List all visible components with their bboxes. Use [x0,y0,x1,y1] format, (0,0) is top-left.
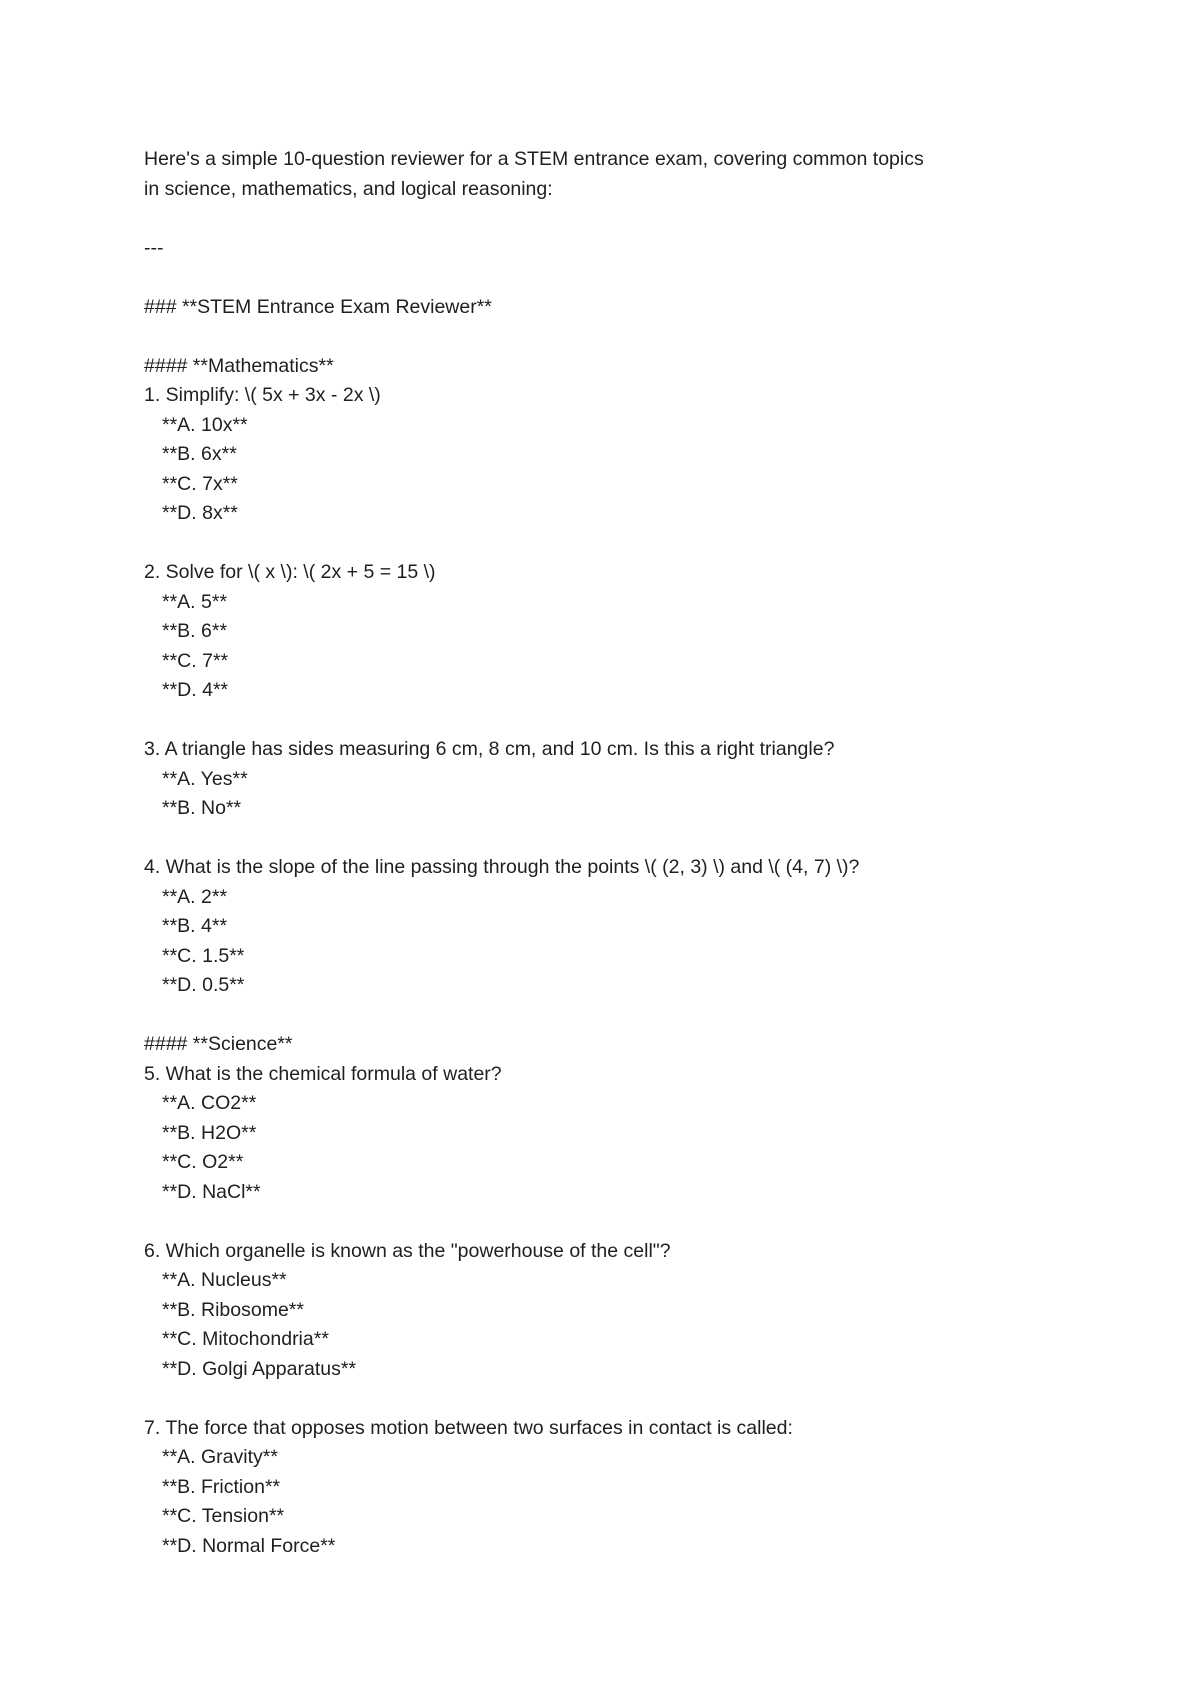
question-3-option-b: **B. No** [162,797,242,819]
question-6-option-a: **A. Nucleus** [162,1269,287,1291]
question-1-option-b: **B. 6x** [162,443,237,465]
question-5-option-c: **C. O2** [162,1151,244,1173]
question-6-option-d: **D. Golgi Apparatus** [162,1357,357,1380]
question-2-option-a: **A. 5** [162,590,228,613]
blank-line [144,322,1064,352]
separator: --- [144,236,164,259]
section-heading-mathematics: #### **Mathematics** [144,354,334,377]
question-4-option-c: **C. 1.5** [162,944,245,967]
question-4-option-b: **B. 4** [162,915,228,937]
question-4-option-a: **A. 2** [162,885,228,908]
question-2-option-d: **D. 4** [162,679,229,701]
intro-line: Here's a simple 10-question reviewer for a STEM entrance exam, covering common topics [144,148,924,170]
blank-line [144,1207,1064,1237]
blank-line [144,706,1064,736]
question-1-option-d: **D. 8x** [162,502,238,524]
intro-line: in science, mathematics, and logical reasoning: [144,177,553,200]
question-3: 3. A triangle has sides measuring 6 cm, 8 cm, and 10 cm. Is this a right triangle? [144,738,835,760]
blank-line [144,1001,1064,1031]
question-7-option-a: **A. Gravity** [162,1446,278,1468]
question-6: 6. Which organelle is known as the "powerhouse of the cell"? [144,1239,671,1262]
question-2-option-c: **C. 7** [162,649,229,672]
question-7: 7. The force that opposes motion between two surfaces in contact is called: [144,1416,793,1439]
question-5-option-a: **A. CO2** [162,1092,257,1114]
question-2-option-b: **B. 6** [162,620,228,642]
question-1: 1. Simplify: \( 5x + 3x - 2x \) [144,384,381,406]
blank-line [144,824,1064,854]
question-7-option-b: **B. Friction** [162,1475,281,1498]
question-5: 5. What is the chemical formula of water? [144,1062,502,1085]
question-1-option-a: **A. 10x** [162,413,248,436]
question-6-option-b: **B. Ribosome** [162,1298,304,1321]
document-title: ### **STEM Entrance Exam Reviewer** [144,295,492,318]
blank-line [144,529,1064,559]
document-body [144,145,1064,1561]
question-3-option-a: **A. Yes** [162,767,248,790]
question-1-option-c: **C. 7x** [162,472,238,495]
section-heading-science: #### **Science** [144,1033,293,1055]
question-7-option-c: **C. Tension** [162,1505,285,1527]
blank-line [144,263,1064,293]
question-5-option-d: **D. NaCl** [162,1180,261,1203]
question-6-option-c: **C. Mitochondria** [162,1328,329,1350]
question-4: 4. What is the slope of the line passing through the points \( (2, 3) \) and \( (4, 7) \)? [144,856,860,878]
question-7-option-d: **D. Normal Force** [162,1534,336,1557]
question-2: 2. Solve for \( x \): \( 2x + 5 = 15 \) [144,561,436,583]
blank-line [144,1384,1064,1414]
question-4-option-d: **D. 0.5** [162,974,245,996]
question-5-option-b: **B. H2O** [162,1121,257,1144]
blank-line [144,204,1064,234]
